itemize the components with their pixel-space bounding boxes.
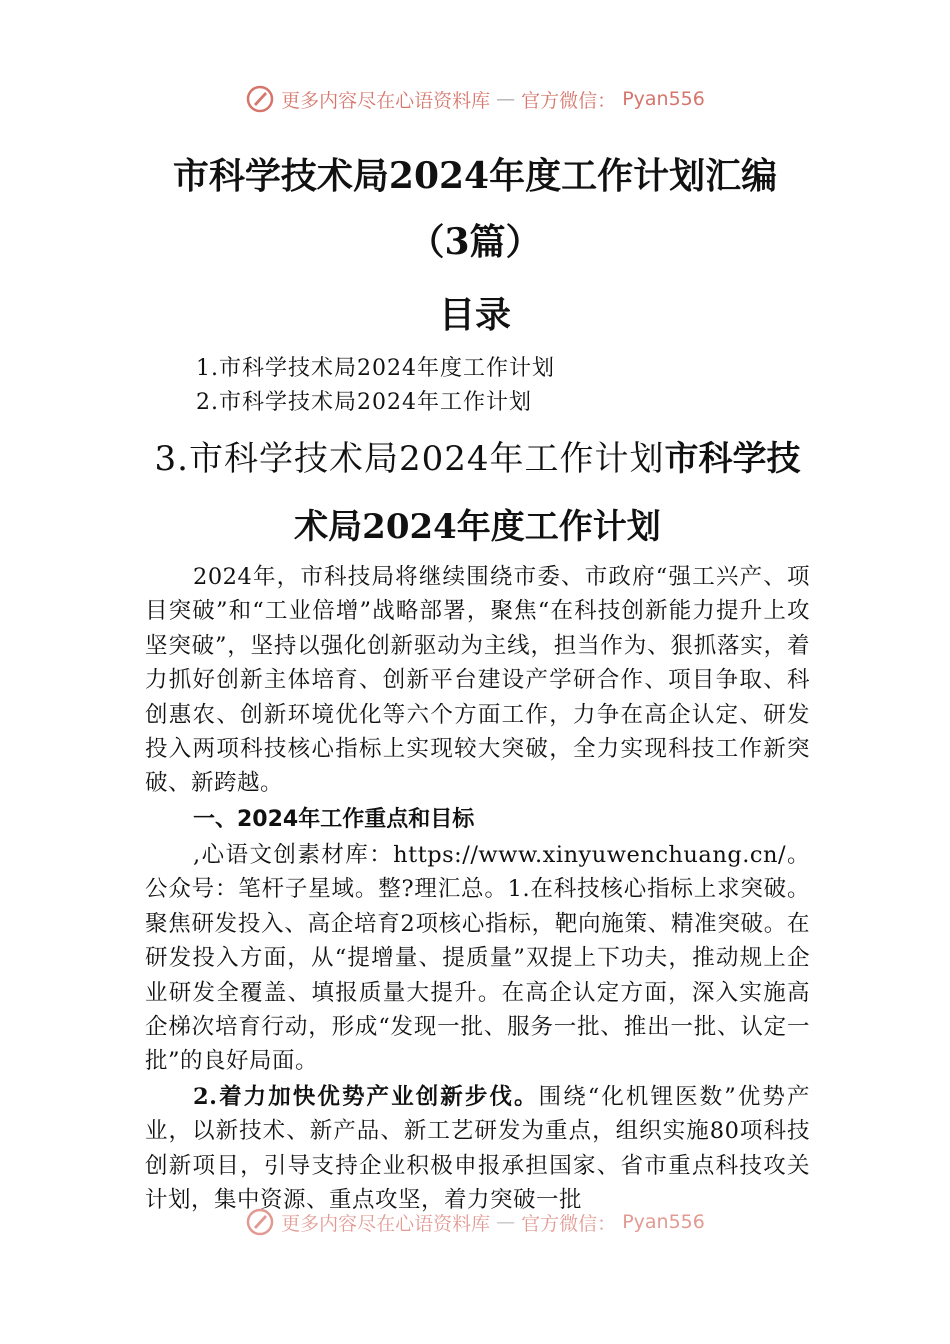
paragraph-goal-2-body: 围绕“化机锂医数”优势产业，以新技术、新产品、新工艺研发为重点，组织实施80项科技创新项目，引导支持企业积极申报承担国家、省市重点科技攻关计划，集中资源、重点攻坚，着力突破一批 [145,1084,810,1214]
toc-item-1: 1.市科学技术局2024年度工作计划 [196,356,555,381]
watermark-footer [0,1207,950,1237]
watermark-wechat-id: Pyan556 [622,88,705,110]
toc-heading: 目录 [438,294,511,336]
watermark-separator: — [496,88,516,110]
paragraph-goal-1: ,心语文创素材库：https://www.xinyuwenchuang.cn/。公众号：笔杆子星域。整?理汇总。1.在科技核心指标上求突破。聚焦研发投入、高企培育2项核心指标，靶向施策、精准突破。在研发投入方面，从“提增量、提质量”双提上下功夫，推动规上企业研发全覆盖、填报质量大提升。在高企认定方面，深入实施高企梯次培育行动，形成“发现一批、服务一批、推出一批、认定一批”的良好局面。 [145,842,810,1075]
section-title: 市科学技术局2024年度工作计划 [294,439,801,547]
logo-icon [245,84,275,114]
document-title: 市科学技术局2024年度工作计划汇编（3篇） [172,155,778,263]
watermark-wechat-label: 官方微信： [521,89,617,112]
paragraph-intro: 2024年，市科技局将继续围绕市委、市政府“强工兴产、项目突破”和“工业倍增”战略部署，聚焦“在科技创新能力提升上攻坚突破”，坚持以强化创新驱动为主线，担当作为、狠抓落实，着力抓好创新主体培育、创新平台建设产学研合作、项目争取、科创惠农、创新环境优化等六个方面工作，力争在高企认定、研发投入两项科技核心指标上实现较大突破，全力实现科技工作新突破、新跨越。 [145,564,810,797]
watermark-text: 更多内容尽在心语资料库 [281,89,491,112]
watermark-header [0,84,950,114]
paragraph-goal-2-lead: 2.着力加快优势产业创新步伐。 [193,1084,539,1110]
toc-item-3-and-section-title [145,425,810,561]
section-heading-goals: 一、2024年工作重点和目标 [193,807,475,832]
watermark-separator: — [496,1211,516,1233]
paragraph-goal-2 [145,1080,810,1218]
toc-item-3: 3.市科学技术局2024年工作计划 [154,439,665,479]
watermark-wechat-id: Pyan556 [622,1211,705,1233]
watermark-text: 更多内容尽在心语资料库 [281,1212,491,1235]
watermark-wechat-label: 官方微信： [521,1212,617,1235]
logo-icon [245,1207,275,1237]
toc-item-2: 2.市科学技术局2024年工作计划 [196,390,532,415]
